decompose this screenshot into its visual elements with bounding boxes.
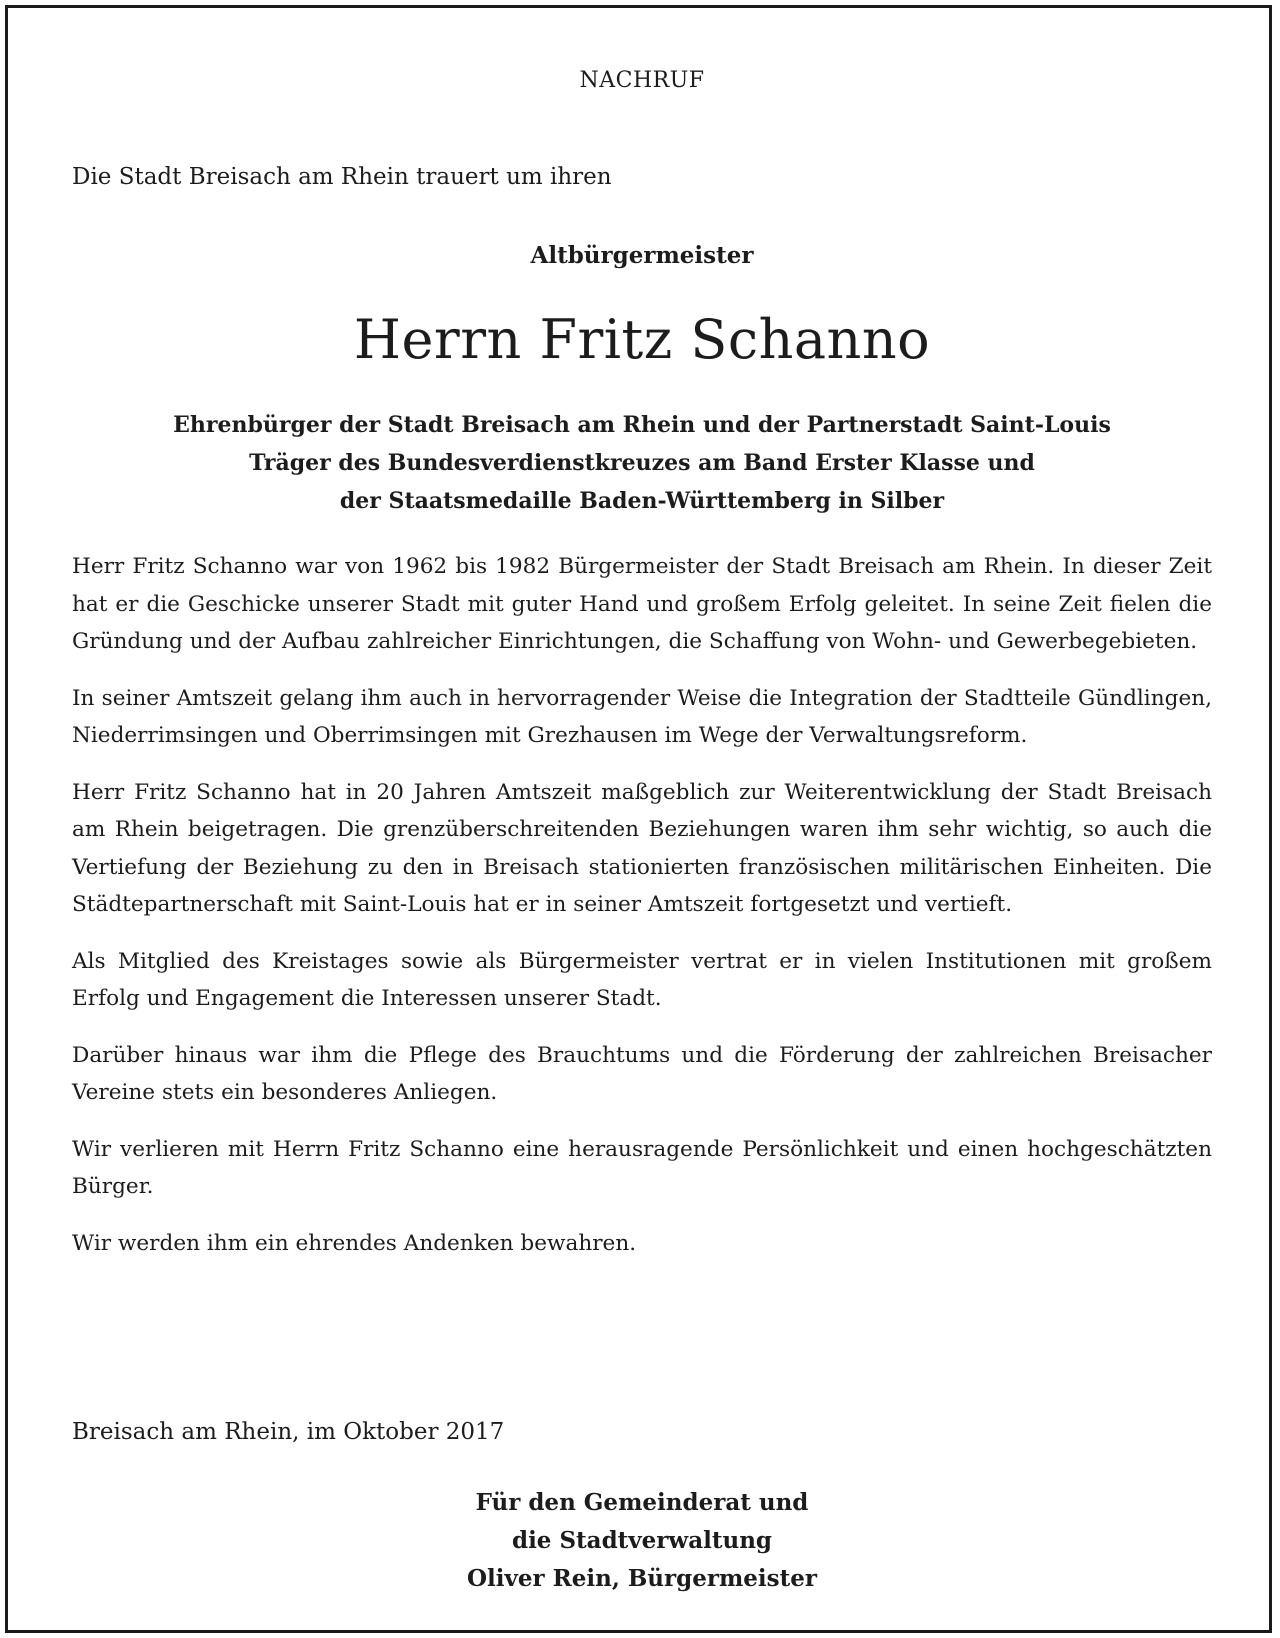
body-paragraph: Herr Fritz Schanno war von 1962 bis 1982 Bürgermeister der Stadt Breisach am Rhein. In dieser Zeit hat er die Geschicke unserer Stadt mit guter Hand und großem Erfolg geleitet. In seine Zeit fielen die Gründung und der Aufbau zahlreicher Einrichtungen, die Schaffung von Wohn- und Gewerbegebieten. (72, 554, 1212, 654)
obituary-body (72, 548, 1212, 1281)
signature-line: Oliver Rein, Bürgermeister (467, 1565, 817, 1592)
honor-line: Ehrenbürger der Stadt Breisach am Rhein und der Partnerstadt Saint-Louis (173, 412, 1111, 438)
deceased-name: Herrn Fritz Schanno (353, 308, 931, 371)
signature-line: die Stadtverwaltung (511, 1527, 772, 1554)
honor-line: Träger des Bundesverdienstkreuzes am Band Erster Klasse und (249, 450, 1035, 476)
signature-line: Für den Gemeinderat und (475, 1489, 809, 1516)
body-paragraph: Wir verlieren mit Herrn Fritz Schanno eine herausragende Persönlichkeit und einen hochgeschätzten Bürger. (72, 1136, 1212, 1199)
obituary-frame (5, 5, 1272, 1633)
body-paragraph: In seiner Amtszeit gelang ihm auch in hervorragender Weise die Integration der Stadtteile Gündlingen, Niederrimsingen und Oberrimsingen mit Grezhausen im Wege der Verwaltungsreform. (72, 685, 1212, 748)
intro-line: Die Stadt Breisach am Rhein trauert um ihren (72, 164, 612, 190)
body-paragraph: Herr Fritz Schanno hat in 20 Jahren Amtszeit maßgeblich zur Weiterentwicklung der Stadt Breisach am Rhein beigetragen. Die grenzüberschreitenden Beziehungen waren ihm sehr wichtig, so auch die Vertiefung der Beziehung zu den in Breisach stationierten französischen militärischen Einheiten. Die Städtepartnerschaft mit Saint-Louis hat er in seiner Amtszeit fortgesetzt und vertieft. (72, 779, 1212, 917)
honors-block (72, 406, 1212, 520)
signature-block (72, 1484, 1212, 1598)
body-paragraph: Darüber hinaus war ihm die Pflege des Brauchtums und die Förderung der zahlreichen Breisacher Vereine stets ein besonderes Anliegen. (72, 1042, 1212, 1105)
honor-line: der Staatsmedaille Baden-Württemberg in Silber (339, 488, 945, 514)
place-date-line: Breisach am Rhein, im Oktober 2017 (72, 1419, 505, 1445)
body-paragraph: Wir werden ihm ein ehrendes Andenken bewahren. (72, 1230, 637, 1256)
body-paragraph: Als Mitglied des Kreistages sowie als Bürgermeister vertrat er in vielen Institutionen mit großem Erfolg und Engagement die Interessen unserer Stadt. (72, 948, 1212, 1011)
role-title: Altbürgermeister (530, 242, 754, 269)
page-heading: NACHRUF (579, 68, 705, 93)
